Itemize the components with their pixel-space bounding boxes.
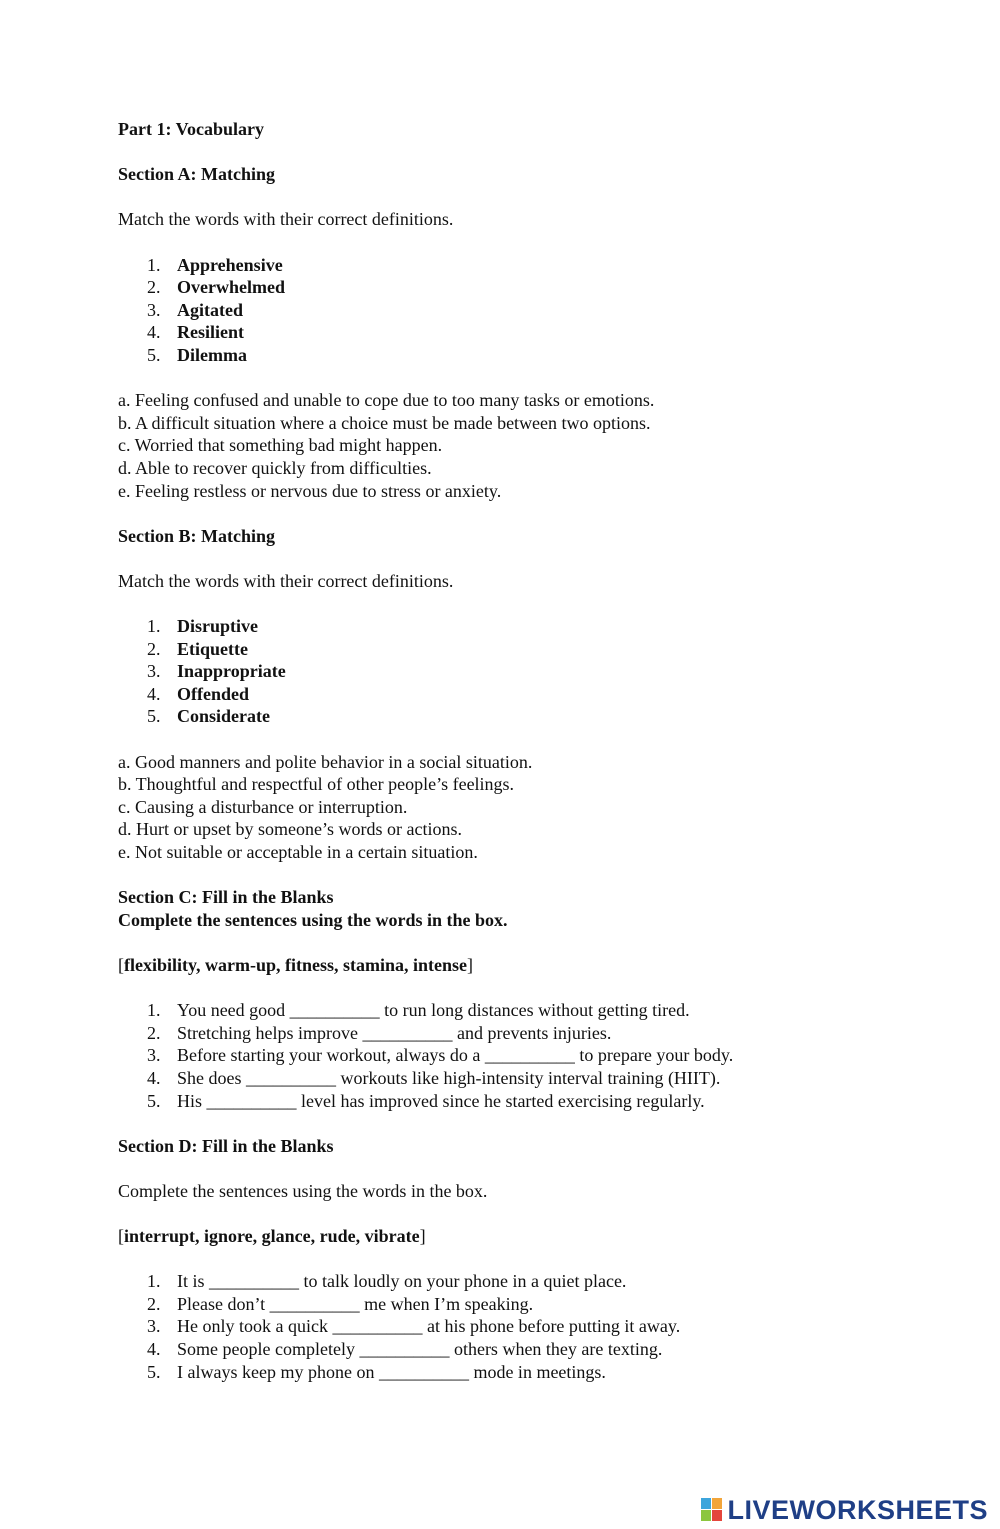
item-number: 1. xyxy=(147,1000,161,1021)
vocab-word: Considerate xyxy=(177,706,270,727)
list-item xyxy=(118,276,958,299)
item-number: 1. xyxy=(147,1271,161,1292)
section-b-heading: Section B: Matching xyxy=(118,525,275,546)
section-a-word-list xyxy=(118,254,958,367)
item-number: 3. xyxy=(147,661,161,682)
bracket-open: [ xyxy=(118,954,124,975)
list-item xyxy=(118,683,958,706)
worksheet-page xyxy=(118,118,958,1383)
list-item xyxy=(118,299,958,322)
item-number: 5. xyxy=(147,1361,161,1382)
list-item xyxy=(118,254,958,277)
definition-line: c. Causing a disturbance or interruption. xyxy=(118,796,408,817)
vocab-word: Agitated xyxy=(177,299,243,320)
list-item xyxy=(118,1338,958,1361)
sentence-text: It is __________ to talk loudly on your phone in a quiet place. xyxy=(177,1271,627,1292)
section-d-instruction: Complete the sentences using the words in the box. xyxy=(118,1180,488,1201)
section-d-heading: Section D: Fill in the Blanks xyxy=(118,1135,334,1156)
list-item xyxy=(118,321,958,344)
sentence-text: Some people completely __________ others when they are texting. xyxy=(177,1339,663,1360)
list-item xyxy=(118,1315,958,1338)
section-b-instruction: Match the words with their correct definitions. xyxy=(118,570,454,591)
definition-line: b. A difficult situation where a choice must be made between two options. xyxy=(118,412,651,433)
vocab-word: Inappropriate xyxy=(177,661,286,682)
vocab-word: Dilemma xyxy=(177,344,247,365)
section-c-heading: Section C: Fill in the Blanks xyxy=(118,887,334,908)
liveworksheets-brand[interactable] xyxy=(701,1493,988,1527)
word-box-words: flexibility, warm-up, fitness, stamina, intense xyxy=(124,954,468,975)
section-a-heading: Section A: Matching xyxy=(118,164,275,185)
item-number: 2. xyxy=(147,638,161,659)
item-number: 2. xyxy=(147,277,161,298)
item-number: 3. xyxy=(147,1316,161,1337)
item-number: 1. xyxy=(147,254,161,275)
item-number: 2. xyxy=(147,1293,161,1314)
item-number: 5. xyxy=(147,344,161,365)
item-number: 5. xyxy=(147,706,161,727)
list-item xyxy=(118,1293,958,1316)
item-number: 1. xyxy=(147,616,161,637)
item-number: 3. xyxy=(147,299,161,320)
definition-line: e. Not suitable or acceptable in a certain situation. xyxy=(118,842,478,862)
list-item xyxy=(118,1361,958,1384)
definition-line: a. Good manners and polite behavior in a social situation. xyxy=(118,751,533,772)
sentence-text: I always keep my phone on __________ mode in meetings. xyxy=(177,1361,606,1382)
section-c-word-box xyxy=(118,954,958,977)
vocab-word: Disruptive xyxy=(177,616,258,637)
sentence-text: His __________ level has improved since he started exercising regularly. xyxy=(177,1090,705,1111)
section-c-instruction: Complete the sentences using the words in the box. xyxy=(118,909,508,930)
sentence-text: Please don’t __________ me when I’m speaking. xyxy=(177,1293,534,1314)
definition-line: d. Hurt or upset by someone’s words or actions. xyxy=(118,819,462,840)
item-number: 4. xyxy=(147,1067,161,1088)
list-item xyxy=(118,660,958,683)
page-title: Part 1: Vocabulary xyxy=(118,119,264,139)
bracket-open: [ xyxy=(118,1226,124,1247)
list-item xyxy=(118,344,958,367)
list-item xyxy=(118,1067,958,1090)
vocab-word: Offended xyxy=(177,683,249,704)
sentence-text: Stretching helps improve __________ and prevents injuries. xyxy=(177,1022,612,1043)
sentence-text: He only took a quick __________ at his phone before putting it away. xyxy=(177,1316,681,1337)
list-item xyxy=(118,615,958,638)
section-b-word-list xyxy=(118,615,958,728)
sentence-text: You need good __________ to run long distances without getting tired. xyxy=(177,1000,690,1021)
sentence-text: She does __________ workouts like high-intensity interval training (HIIT). xyxy=(177,1067,721,1088)
definition-line: c. Worried that something bad might happen. xyxy=(118,435,443,456)
brand-name: LIVEWORKSHEETS xyxy=(727,1494,988,1525)
vocab-word: Etiquette xyxy=(177,638,248,659)
definition-line: a. Feeling confused and unable to cope due to too many tasks or emotions. xyxy=(118,390,655,411)
item-number: 4. xyxy=(147,683,161,704)
definition-line: b. Thoughtful and respectful of other people’s feelings. xyxy=(118,774,515,795)
item-number: 2. xyxy=(147,1022,161,1043)
list-item xyxy=(118,638,958,661)
bracket-close: ] xyxy=(419,1226,426,1247)
sentence-text: Before starting your workout, always do a __________ to prepare your body. xyxy=(177,1045,734,1066)
item-number: 5. xyxy=(147,1090,161,1111)
definition-line: e. Feeling restless or nervous due to stress or anxiety. xyxy=(118,480,502,501)
list-item xyxy=(118,1270,958,1293)
vocab-word: Overwhelmed xyxy=(177,277,285,298)
item-number: 4. xyxy=(147,322,161,343)
section-d-sentence-list xyxy=(118,1270,958,1383)
vocab-word: Resilient xyxy=(177,322,244,343)
list-item xyxy=(118,1044,958,1067)
section-d-word-box xyxy=(118,1225,958,1248)
bracket-close: ] xyxy=(467,954,474,975)
section-c-sentence-list xyxy=(118,999,958,1112)
list-item xyxy=(118,705,958,728)
definition-line: d. Able to recover quickly from difficulties. xyxy=(118,457,432,478)
list-item xyxy=(118,999,958,1022)
liveworksheets-logo-icon xyxy=(701,1498,723,1522)
list-item xyxy=(118,1090,958,1113)
section-a-instruction: Match the words with their correct definitions. xyxy=(118,209,454,230)
list-item xyxy=(118,1022,958,1045)
item-number: 4. xyxy=(147,1339,161,1360)
word-box-words: interrupt, ignore, glance, rude, vibrate xyxy=(124,1226,420,1247)
item-number: 3. xyxy=(147,1045,161,1066)
vocab-word: Apprehensive xyxy=(177,254,283,275)
